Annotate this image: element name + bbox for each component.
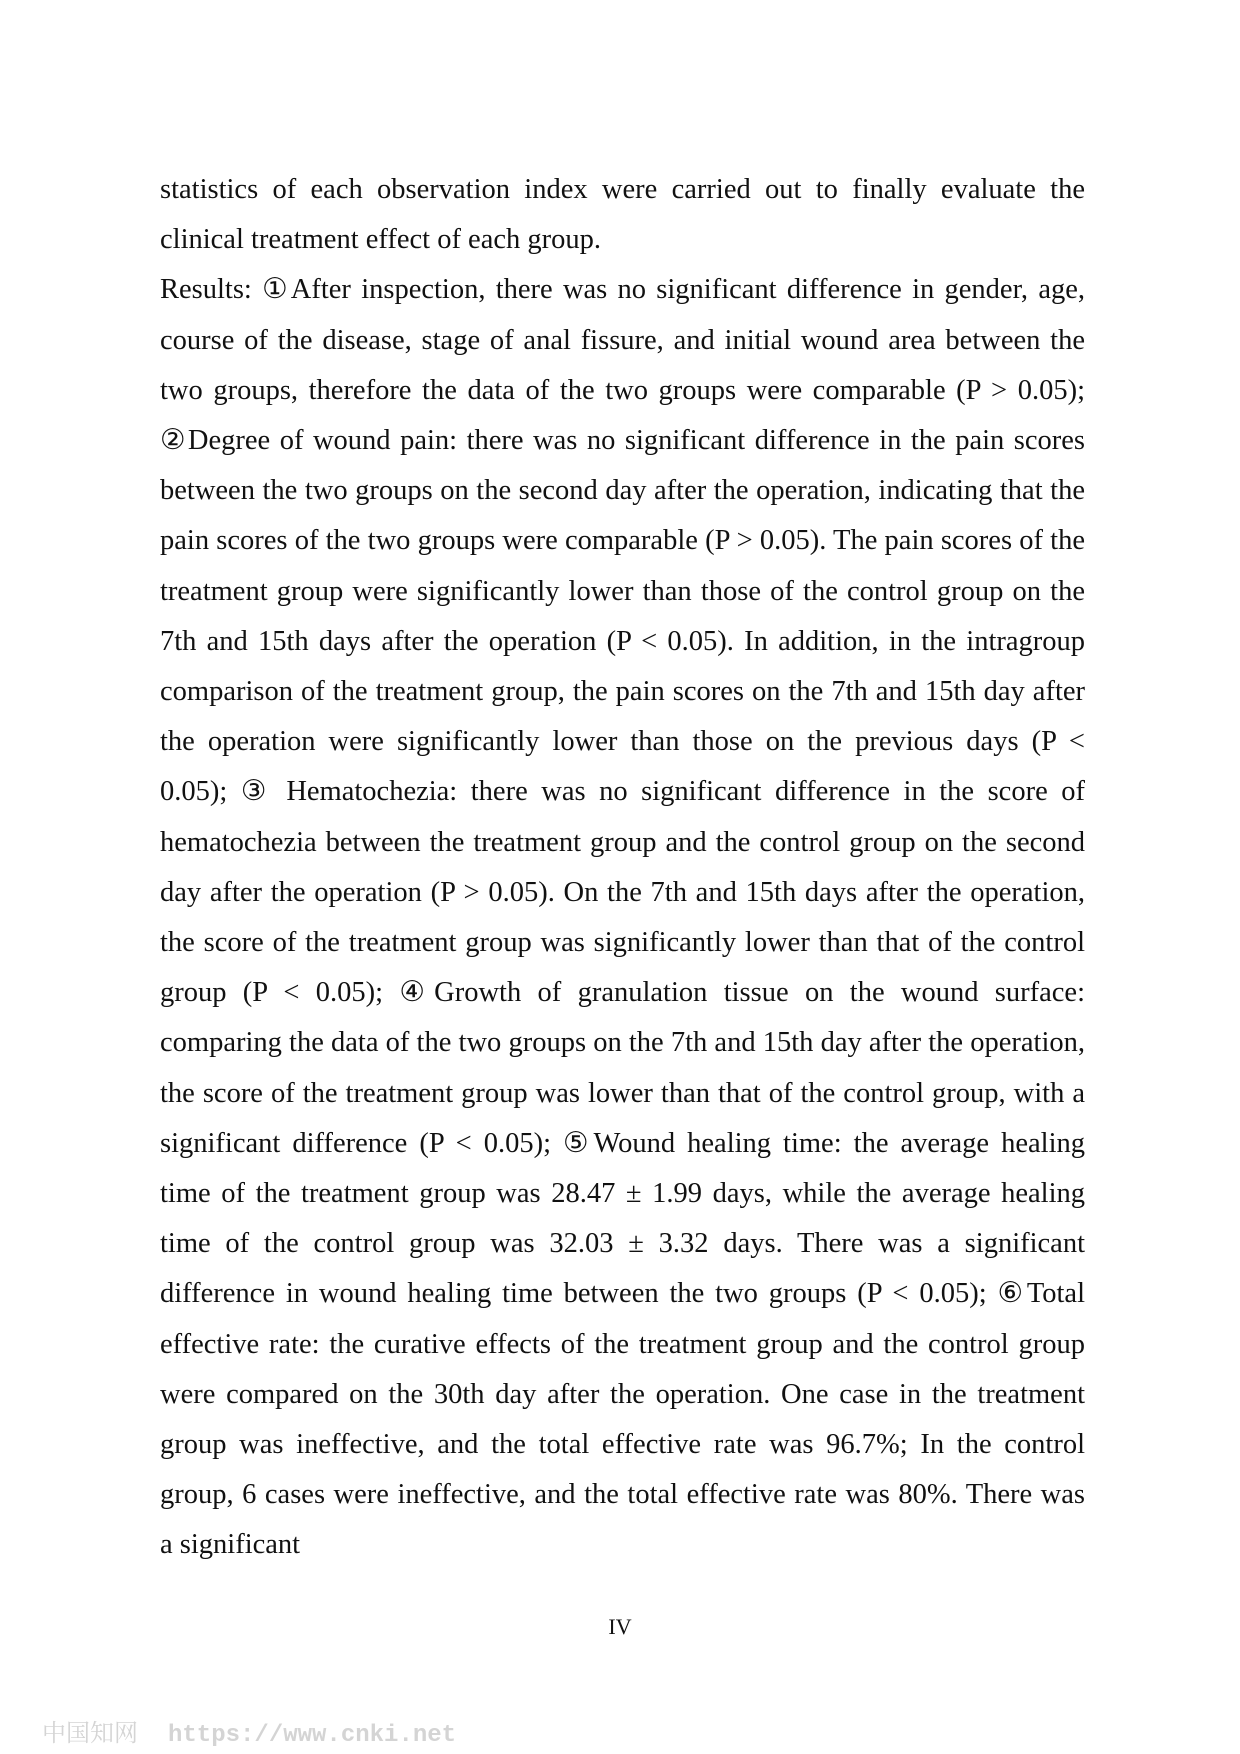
watermark: [42, 1718, 456, 1751]
page-number: IV: [608, 1614, 632, 1639]
watermark-url: https://www.cnki.net: [168, 1722, 457, 1749]
paragraph-continuation: statistics of each observation index were carried out to finally evaluate the clinical treatment effect of each group.: [160, 174, 1085, 256]
paragraph-results: Results: ①After inspection, there was no significant difference in gender, age, course of the disease, stage of anal fissure, and initial wound area between the two groups, therefore the data of the two groups were comparable (P > 0.05); ②Degree of wound pain: there was no significant difference in the pain scores between the two groups on the second day after the operation, indicating that the pain scores of the two groups were comparable (P > 0.05). The pain scores of the treatment group were significantly lower than those of the control group on the 7th and 15th days after the operation (P < 0.05). In addition, in the intragroup comparison of the treatment group, the pain scores on the 7th and 15th day after the operation were significantly lower than those on the previous days (P < 0.05); ③ Hematochezia: there was no significant difference in the score of hematochezia between the treatment group and the control group on the second day after the operation (P > 0.05). On the 7th and 15th days after the operation, the score of the treatment group was significantly lower than that of the control group (P < 0.05); ④Growth of granulation tissue on the wound surface: comparing the data of the two groups on the 7th and 15th day after the operation, the score of the treatment group was lower than that of the control group, with a significant difference (P < 0.05); ⑤Wound healing time: the average healing time of the treatment group was 28.47 ± 1.99 days, while the average healing time of the control group was 32.03 ± 3.32 days. There was a significant difference in wound healing time between the two groups (P < 0.05); ⑥Total effective rate: the curative effects of the treatment group and the control group were compared on the 30th day after the operation. One case in the treatment group was ineffective, and the total effective rate was 96.7%; In the control group, 6 cases were ineffective, and the total effective rate was 80%. There was a significant: [160, 274, 1085, 1561]
body-text: [160, 165, 1085, 1571]
watermark-site-name: 中国知网: [42, 1719, 138, 1747]
